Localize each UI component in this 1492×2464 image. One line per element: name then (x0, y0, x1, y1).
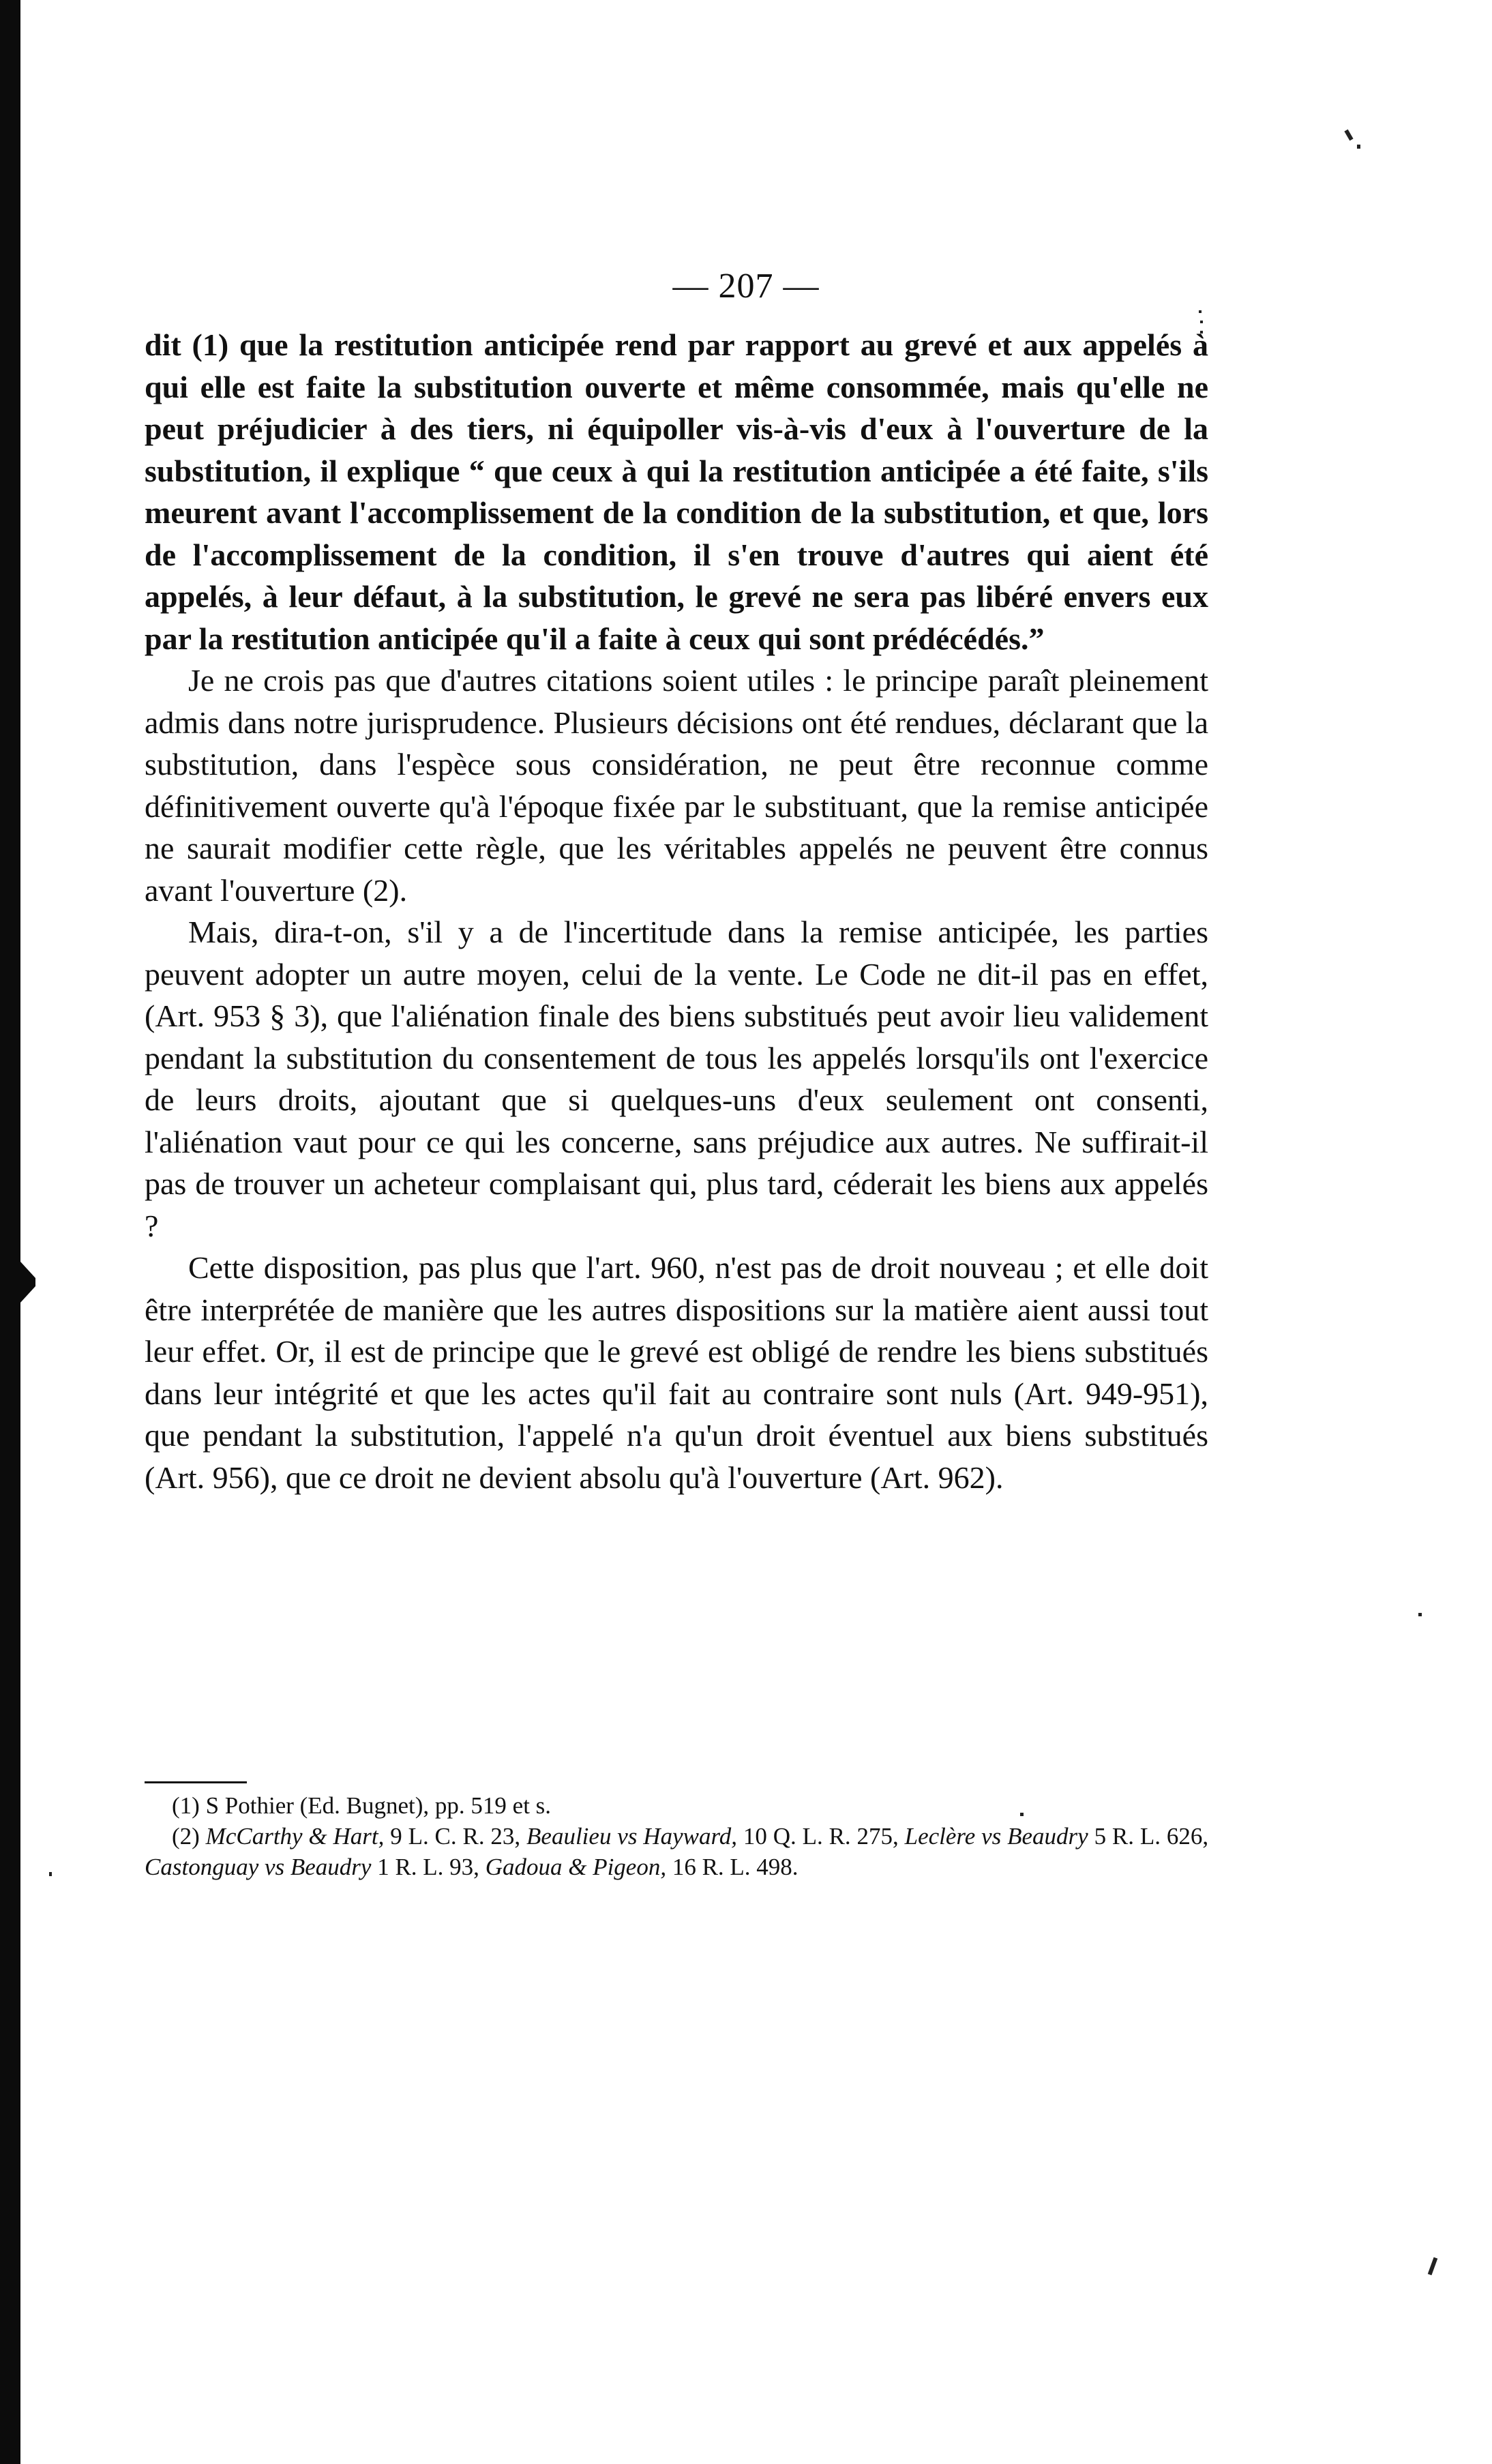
scan-speck (1418, 1613, 1422, 1616)
page-binding-edge (0, 0, 20, 2464)
case-citation: Beaulieu vs Hayward, (526, 1823, 738, 1850)
footnote-1-text: S Pothier (Ed. Bugnet), pp. 519 et s. (205, 1792, 552, 1819)
case-reference: 16 R. L. 498. (672, 1854, 799, 1880)
case-citation: Gadoua & Pigeon, (485, 1854, 667, 1880)
paragraph-2: Je ne crois pas que d'autres citations soient utiles : le principe paraît pleinement admis dans notre jurisprudence. Plusieurs décisions ont été rendues, déclarant que la substitution, dans l'espèce sous considération, ne peut être reconnue comme définitivement ouverte qu'à l'époque fixée par le substituant, que la remise anticipée ne saurait modifier cette règle, que les véritables appelés ne peuvent être connus avant l'ouverture (2). (145, 663, 1208, 908)
footnote-divider (145, 1781, 247, 1783)
paragraph-4: Cette disposition, pas plus que l'art. 960, n'est pas de droit nouveau ; et elle doit être interprétée de manière que les autres dispositions sur la matière aient aussi tout leur effet. Or, il est de principe que le grevé est obligé de rendre les biens substitués dans leur intégrité et que les actes qu'il fait au contraire sont nuls (Art. 949-951), que pendant la substitution, l'appelé n'a qu'un droit éventuel aux biens substitués (Art. 956), que ce droit ne devient absolu qu'à l'ouverture (Art. 962). (145, 1250, 1208, 1495)
footnote-2-marker: (2) (172, 1823, 200, 1850)
body-text (145, 324, 1208, 1498)
binding-notch (20, 1262, 35, 1303)
case-citation: Castonguay vs Beaudry (145, 1854, 372, 1880)
case-citation: Leclère vs Beaudry (904, 1823, 1088, 1850)
footnotes (145, 1790, 1208, 1882)
case-reference: 9 L. C. R. 23, (390, 1823, 521, 1850)
case-citation: McCarthy & Hart, (205, 1823, 385, 1850)
page-number: — 207 — (672, 267, 820, 306)
scan-speck (1344, 130, 1353, 141)
scan-speck (49, 1872, 52, 1876)
footnote-1-marker: (1) (172, 1792, 200, 1819)
scan-speck (1428, 2257, 1438, 2275)
scan-speck (1200, 321, 1203, 323)
case-reference: 10 Q. L. R. 275, (743, 1823, 899, 1850)
case-reference: 5 R. L. 626, (1094, 1823, 1209, 1850)
footnote-2 (145, 1821, 1208, 1882)
scan-speck (1357, 145, 1360, 149)
paragraph-3: Mais, dira-t-on, s'il y a de l'incertitude dans la remise anticipée, les parties peuvent adopter un autre moyen, celui de la vente. Le Code ne dit-il pas en effet, (Art. 953 § 3), que l'aliénation finale des biens substitués peut avoir lieu validement pendant la substitution du consentement de tous les appelés lorsqu'ils ont l'exercice de leurs droits, ajoutant que si quelques-uns d'eux seulement ont consenti, l'aliénation vaut pour ce qui les concerne, sans préjudice aux autres. Ne suffirait-il pas de trouver un acheteur complaisant qui, plus tard, céderait les biens aux appelés ? (145, 915, 1208, 1243)
paragraph-1: dit (1) que la restitution anticipée rend par rapport au grevé et aux appelés à qui elle est faite la substitution ouverte et même consommée, mais qu'elle ne peut préjudicier à des tiers, ni équipoller vis-à-vis d'eux à l'ouverture de la substitution, il explique “ que ceux à qui la restitution anticipée a été faite, s'ils meurent avant l'accomplissement de la condition de la substitution, et que, lors de l'accomplissement de la condition, il s'en trouve d'autres qui aient été appelés, à leur défaut, à la substitution, le grevé ne sera pas libéré envers eux par la restitution anticipée qu'il a faite à ceux qui sont prédécédés.” (145, 327, 1208, 656)
footnote-1 (145, 1790, 1208, 1821)
case-reference: 1 R. L. 93, (377, 1854, 479, 1880)
scan-speck (1199, 310, 1202, 313)
